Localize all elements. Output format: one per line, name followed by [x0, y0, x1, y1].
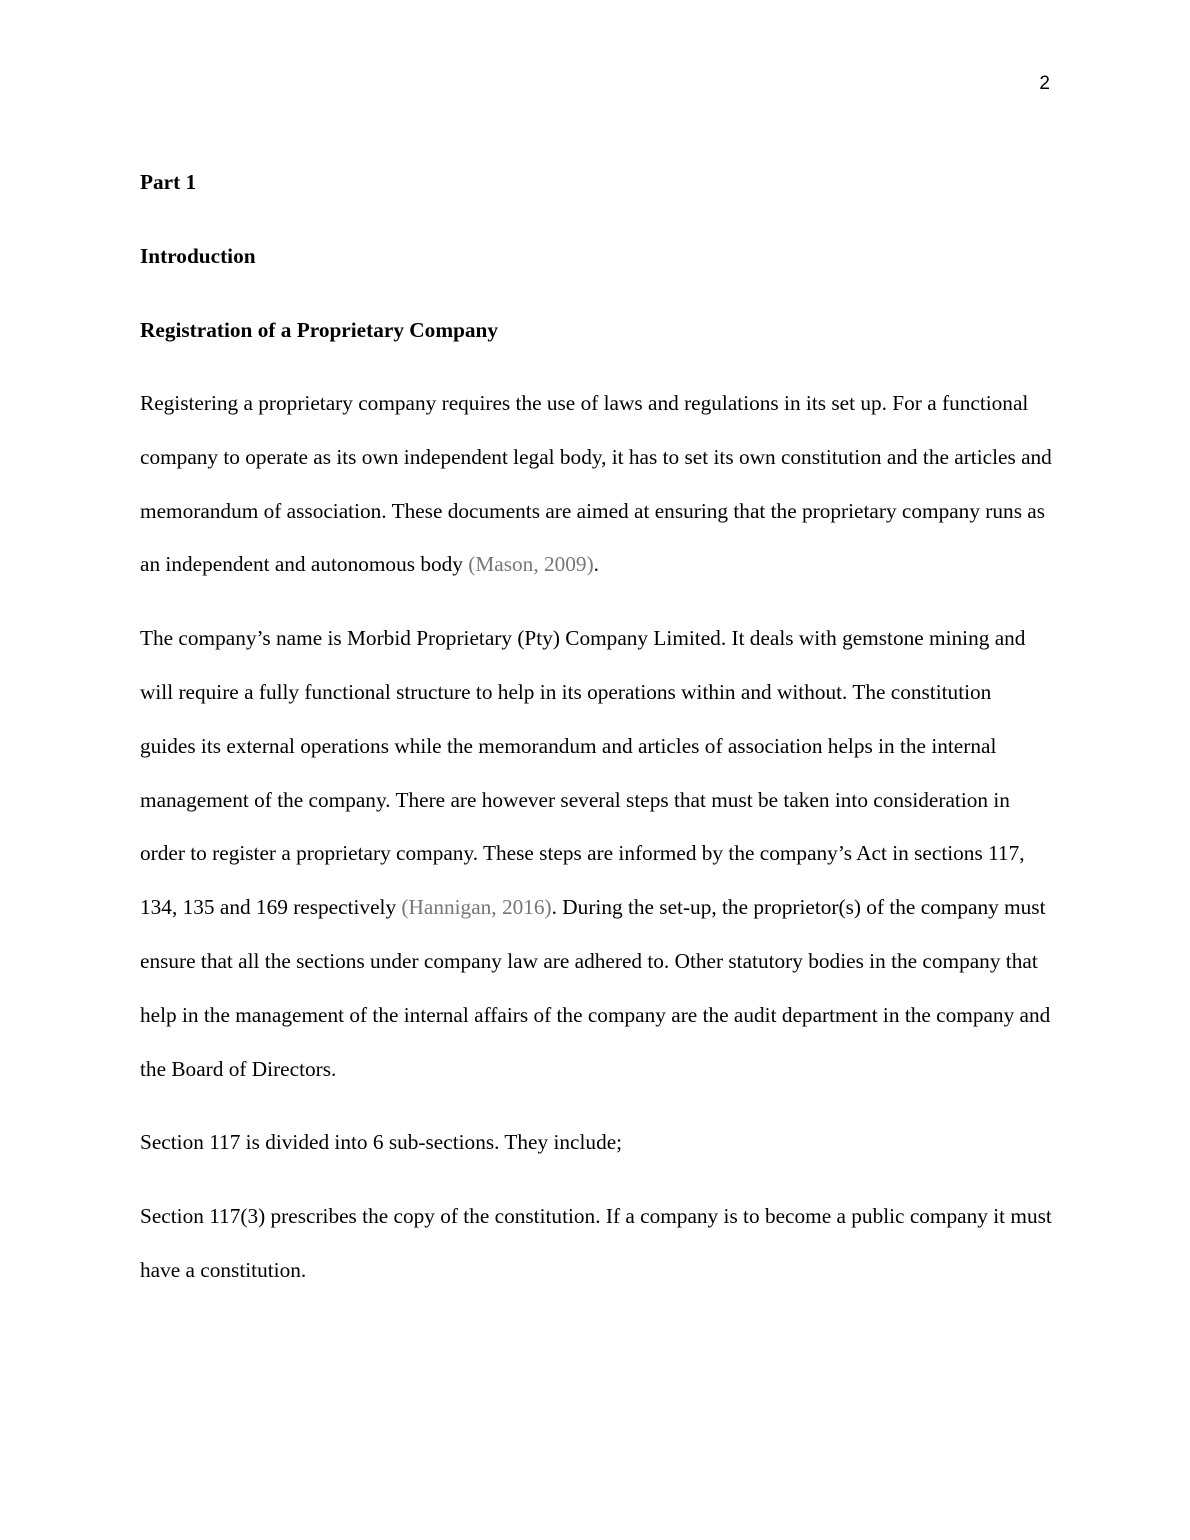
paragraph-text: . During the set-up, the proprietor(s) of the company must ensure that all the sections under company law are adhered to. Other statutory bodies in the company that help in the management of the internal affairs of the company are the audit department in the company and the Board of Directors.	[140, 895, 1051, 1081]
page-number: 2	[1039, 73, 1050, 94]
paragraph-registration	[140, 377, 1052, 592]
heading-registration: Registration of a Proprietary Company	[140, 318, 499, 342]
paragraph-text: .	[593, 552, 599, 577]
heading-part: Part 1	[140, 170, 197, 194]
paragraph-section-117: Section 117 is divided into 6 sub-sections. They include;	[140, 1130, 623, 1155]
paragraph-text: The company’s name is Morbid Proprietary (Pty) Company Limited. It deals with gemstone mining and will require a fully functional structure to help in its operations within and without. The constitution guides its external operations while the memorandum and articles of association helps in the internal management of the company. There are however several steps that must be taken into consideration in order to register a proprietary company. These steps are informed by the company’s Act in sections 117, 134, 135 and 169 respectively	[140, 626, 1026, 920]
paragraph-section-117-3: Section 117(3) prescribes the copy of the constitution. If a company is to become a public company it must have a constitution.	[140, 1204, 1052, 1282]
heading-introduction: Introduction	[140, 244, 256, 268]
document-body	[140, 166, 1052, 1318]
paragraph-company-name	[140, 612, 1052, 1096]
citation-hannigan: (Hannigan, 2016)	[401, 895, 552, 920]
citation-mason: (Mason, 2009)	[468, 552, 594, 577]
paragraph-text: Registering a proprietary company requires the use of laws and regulations in its set up. For a functional company to operate as its own independent legal body, it has to set its own constitution and the articles and memorandum of association. These documents are aimed at ensuring that the proprietary company runs as an independent and autonomous body	[140, 391, 1052, 577]
